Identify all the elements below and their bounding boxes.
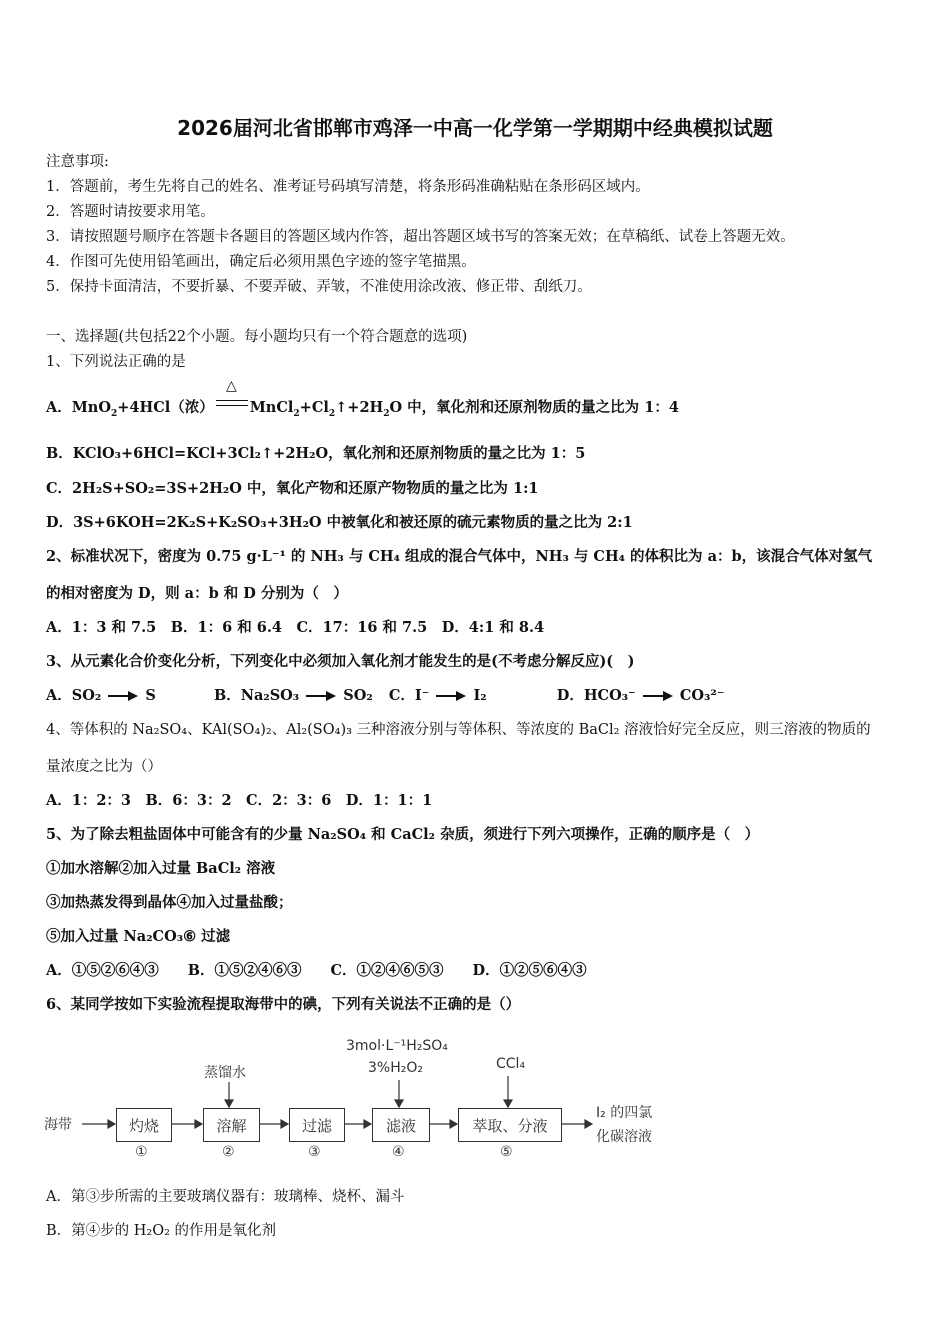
q3-options: A．SO₂ S B．Na₂SO₃ SO₂ C．I⁻ I₂ D．HCO₃⁻ CO₃²⁻: [46, 687, 725, 704]
question-2-stem-cont: 的相对密度为 D，则 a：b 和 D 分别为（ ）: [46, 585, 348, 602]
delta-symbol: △: [226, 378, 237, 394]
flow-step-4: 滤液: [372, 1108, 430, 1142]
question-3-stem: 3、从元素化合价变化分析，下列变化中必须加入氧化剂才能发生的是(不考虑分解反应)( ): [46, 653, 635, 670]
q1-option-c: C．2H₂S+SO₂=3S+2H₂O 中，氧化产物和还原产物物质的量之比为 1:1: [46, 480, 539, 497]
reagent-label: 3%H₂O₂: [368, 1060, 423, 1076]
flow-start: 海带: [44, 1117, 72, 1133]
question-2-stem: 2、标准状况下，密度为 0.75 g·L⁻¹ 的 NH₃ 与 CH₄ 组成的混合气体中，NH₃ 与 CH₄ 的体积比为 a：b，该混合气体对氢气: [46, 548, 873, 565]
flow-num: ④: [392, 1144, 405, 1160]
notice-heading: 注意事项:: [46, 154, 109, 170]
question-4-stem-cont: 量浓度之比为（）: [46, 759, 162, 775]
q2-options: A．1：3 和 7.5 B．1：6 和 6.4 C．17：16 和 7.5 D．4:1 和 8.4: [46, 619, 545, 636]
question-1-stem: 1、下列说法正确的是: [46, 354, 186, 370]
q1-option-b: B．KClO₃+6HCl=KCl+3Cl₂↑+2H₂O，氧化剂和还原剂物质的量之比为 1：5: [46, 445, 586, 462]
question-4-stem: 4、等体积的 Na₂SO₄、KAl(SO₄)₂、Al₂(SO₄)₃ 三种溶液分别与等体积、等浓度的 BaCl₂ 溶液恰好完全反应，则三溶液的物质的: [46, 722, 871, 738]
q5-step: ①加水溶解②加入过量 BaCl₂ 溶液: [46, 860, 276, 877]
notice-item: 1．答题前，考生先将自己的姓名、准考证号码填写清楚，将条形码准确粘贴在条形码区域内。: [46, 179, 650, 195]
reagent-label: CCl₄: [496, 1056, 526, 1072]
flow-step-3: 过滤: [289, 1108, 345, 1142]
flow-step-1: 灼烧: [116, 1108, 172, 1142]
reagent-label: 蒸馏水: [204, 1065, 246, 1081]
notice-item: 2．答题时请按要求用笔。: [46, 204, 215, 220]
flow-num: ②: [222, 1144, 235, 1160]
flow-num: ①: [135, 1144, 148, 1160]
q4-options: A．1：2：3 B．6：3：2 C．2：3：6 D．1：1：1: [46, 792, 433, 809]
page-title: 2026届河北省邯郸市鸡泽一中高一化学第一学期期中经典模拟试题: [177, 116, 773, 140]
notice-item: 3．请按照题号顺序在答题卡各题目的答题区域内作答，超出答题区域书写的答案无效；在草稿纸、试卷上答题无效。: [46, 229, 795, 245]
question-6-stem: 6、某同学按如下实验流程提取海带中的碘，下列有关说法不正确的是（）: [46, 996, 521, 1013]
flow-step-5: 萃取、分液: [458, 1108, 562, 1142]
q1-option-d: D．3S+6KOH=2K₂S+K₂SO₃+3H₂O 中被氧化和被还原的硫元素物质的量之比为 2:1: [46, 514, 633, 531]
q5-options: A．①⑤②⑥④③ B．①⑤②④⑥③ C．①②④⑥⑤③ D．①②⑤⑥④③: [46, 962, 587, 979]
reagent-label: 3mol·L⁻¹H₂SO₄: [346, 1038, 448, 1054]
flow-end: 化碳溶液: [596, 1129, 652, 1145]
flow-end: I₂ 的四氯: [596, 1105, 653, 1121]
q5-step: ⑤加入过量 Na₂CO₃⑥ 过滤: [46, 928, 231, 945]
flow-num: ⑤: [500, 1144, 513, 1160]
flow-step-2: 溶解: [203, 1108, 260, 1142]
q1-option-a: A．MnO$_2$+4HCl（浓） $MnCl_2+Cl_2↑+2H_2O$ 中，氧化剂和还原剂物质的量之比为 1：4: [46, 399, 679, 419]
notice-item: 5．保持卡面清洁，不要折暴、不要弄破、弄皱，不准使用涂改液、修正带、刮纸刀。: [46, 279, 592, 295]
q6-option-b: B．第④步的 H₂O₂ 的作用是氧化剂: [46, 1223, 277, 1239]
notice-item: 4．作图可先使用铅笔画出，确定后必须用黑色字迹的签字笔描黑。: [46, 254, 476, 270]
section-heading: 一、选择题(共包括22个小题。每小题均只有一个符合题意的选项): [46, 329, 468, 345]
q6-option-a: A．第③步所需的主要玻璃仪器有：玻璃棒、烧杯、漏斗: [46, 1189, 405, 1205]
flow-num: ③: [308, 1144, 321, 1160]
q5-step: ③加热蒸发得到晶体④加入过量盐酸；: [46, 894, 293, 911]
question-5-stem: 5、为了除去粗盐固体中可能含有的少量 Na₂SO₄ 和 CaCl₂ 杂质，须进行下列六项操作，正确的顺序是（ ）: [46, 826, 760, 843]
